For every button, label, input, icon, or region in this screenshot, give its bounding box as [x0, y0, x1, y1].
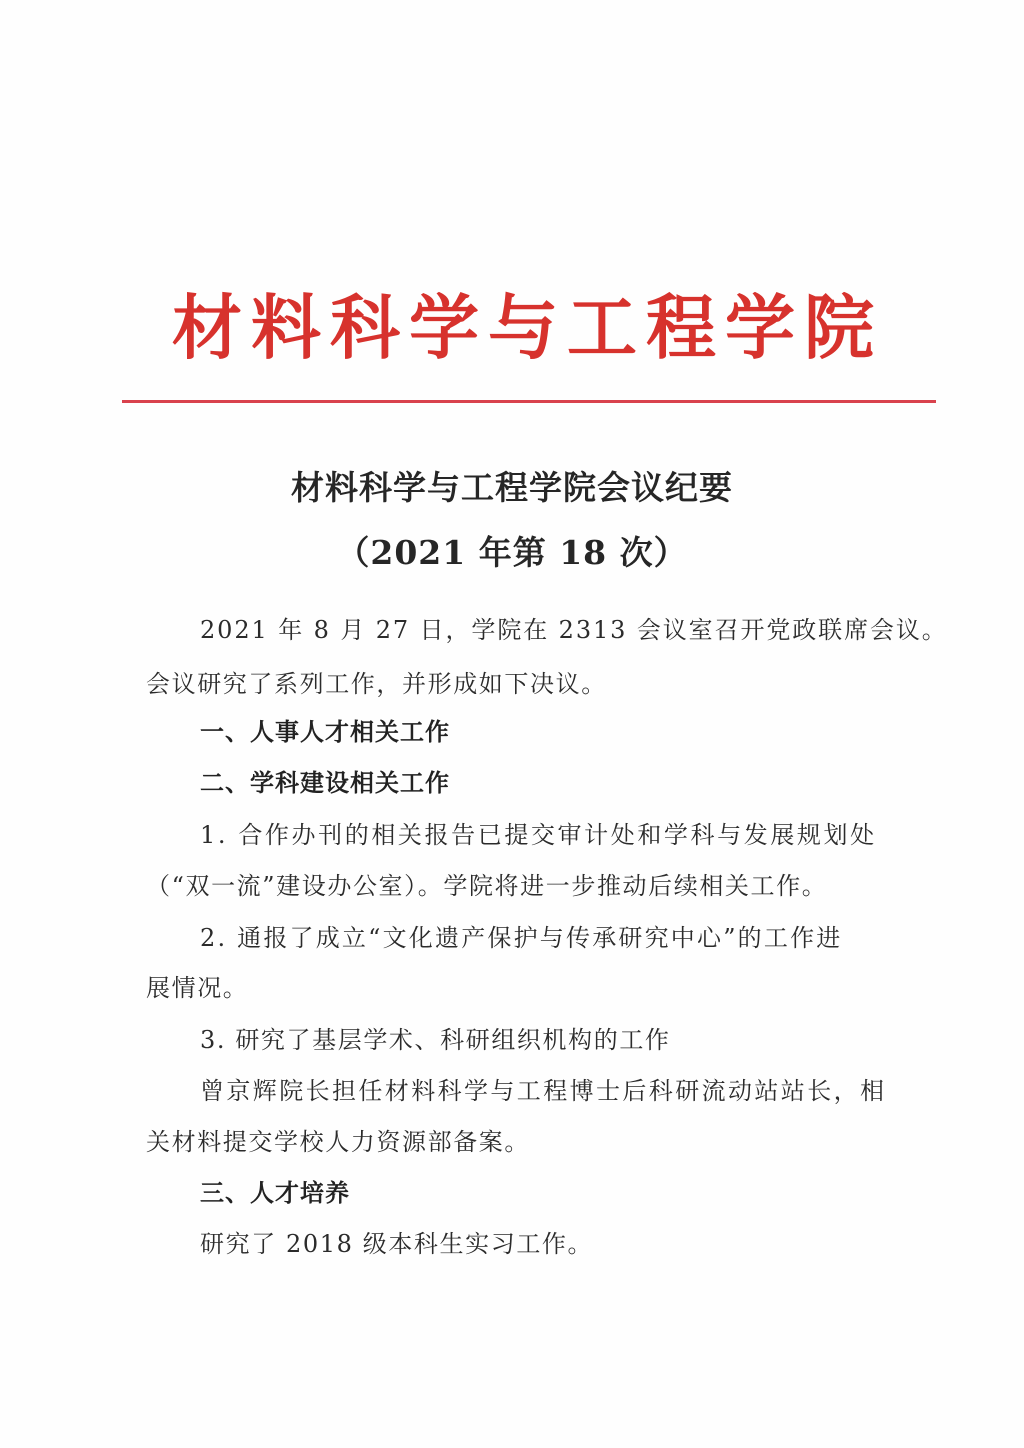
section-heading-discipline: 二、学科建设相关工作 — [200, 769, 450, 797]
letterhead-red-rule — [122, 400, 936, 403]
list-item-1-line-1: 1. 合作办刊的相关报告已提交审计处和学科与发展规划处 — [200, 821, 877, 849]
appointment-paragraph-line-1: 曾京辉院长担任材料科学与工程博士后科研流动站站长，相 — [200, 1077, 887, 1105]
section-heading-personnel: 一、人事人才相关工作 — [200, 718, 450, 746]
intro-paragraph-line-1: 2021 年 8 月 27 日，学院在 2313 会议室召开党政联席会议。 — [200, 616, 948, 644]
document-subtitle: （2021 年第 18 次） — [336, 533, 688, 572]
list-item-2-line-1: 2. 通报了成立“文化遗产保护与传承研究中心”的工作进 — [200, 924, 843, 952]
training-paragraph: 研究了 2018 级本科生实习工作。 — [200, 1230, 594, 1258]
intro-paragraph-line-2: 会议研究了系列工作，并形成如下决议。 — [146, 670, 607, 698]
letterhead-institution-name: 材料科学与工程学院 — [172, 286, 883, 369]
list-item-3: 3. 研究了基层学术、科研组织机构的工作 — [200, 1026, 671, 1054]
document-title: 材料科学与工程学院会议纪要 — [291, 468, 733, 507]
list-item-1-line-2: （“双一流”建设办公室）。学院将进一步推动后续相关工作。 — [146, 872, 828, 900]
appointment-paragraph-line-2: 关材料提交学校人力资源部备案。 — [146, 1128, 530, 1156]
section-heading-training: 三、人才培养 — [200, 1179, 350, 1207]
list-item-2-line-2: 展情况。 — [146, 974, 249, 1002]
